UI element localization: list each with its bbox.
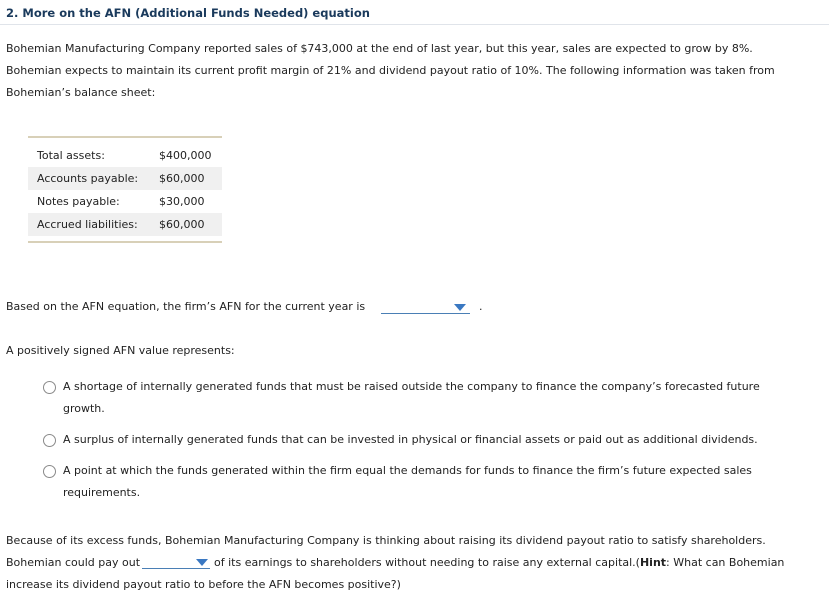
payout-question xyxy=(6,530,818,596)
option-label: A point at which the funds generated within the firm equal the demands for funds to finance the firm’s future expected sales requirements. xyxy=(63,464,752,499)
table-row xyxy=(28,144,222,167)
row-label: Notes payable: xyxy=(37,195,120,208)
row-label: Accrued liabilities: xyxy=(37,218,138,231)
option-label: A shortage of internally generated funds that must be raised outside the company to finance the company’s forecasted future growth. xyxy=(63,380,760,415)
afn-value-question: A positively signed AFN value represents: xyxy=(6,344,235,357)
caret-down-icon xyxy=(454,304,466,311)
row-value: $400,000 xyxy=(159,149,212,162)
afn-question-text: Based on the AFN equation, the firm’s AFN for the current year is xyxy=(6,300,366,313)
radio-button[interactable] xyxy=(43,465,56,478)
payout-text-2: of its earnings to shareholders without needing to raise any external capital.( xyxy=(214,556,640,569)
payout-text-1: Because of its excess funds, Bohemian Manufacturing Company is thinking about raising its dividend payout ratio to satisfy shareholders. Bohemian could pay out xyxy=(6,534,766,569)
table-row xyxy=(28,190,222,213)
table-row xyxy=(28,213,222,236)
radio-button[interactable] xyxy=(43,434,56,447)
row-value: $60,000 xyxy=(159,172,205,185)
option-equilibrium[interactable] xyxy=(43,460,793,504)
option-surplus[interactable] xyxy=(43,429,793,451)
hint-label: Hint xyxy=(639,556,667,569)
payout-text-3: : What can Bohemian increase its dividend payout ratio to before the AFN becomes positive?) xyxy=(6,556,785,591)
table-row xyxy=(28,167,222,190)
afn-dropdown[interactable] xyxy=(381,299,470,314)
caret-down-icon xyxy=(196,559,208,566)
option-shortage[interactable] xyxy=(43,376,793,420)
payout-dropdown[interactable] xyxy=(142,555,210,569)
question-title: 2. More on the AFN (Additional Funds Needed) equation xyxy=(6,6,370,20)
title-divider xyxy=(0,24,829,25)
afn-question-suffix: . xyxy=(479,300,483,313)
row-label: Total assets: xyxy=(37,149,105,162)
row-label: Accounts payable: xyxy=(37,172,139,185)
intro-text: Bohemian Manufacturing Company reported sales of $743,000 at the end of last year, but this year, sales are expected to grow by 8%. Bohemian expects to maintain its current profit margin of 21% and dividend payout ratio of 10%. The following information was taken from Bohemian’s balance sheet: xyxy=(6,42,775,99)
balance-sheet-table xyxy=(28,136,222,243)
radio-button[interactable] xyxy=(43,381,56,394)
row-value: $60,000 xyxy=(159,218,205,231)
row-value: $30,000 xyxy=(159,195,205,208)
option-label: A surplus of internally generated funds that can be invested in physical or financial assets or paid out as additional dividends. xyxy=(63,433,758,446)
afn-question xyxy=(6,296,365,318)
